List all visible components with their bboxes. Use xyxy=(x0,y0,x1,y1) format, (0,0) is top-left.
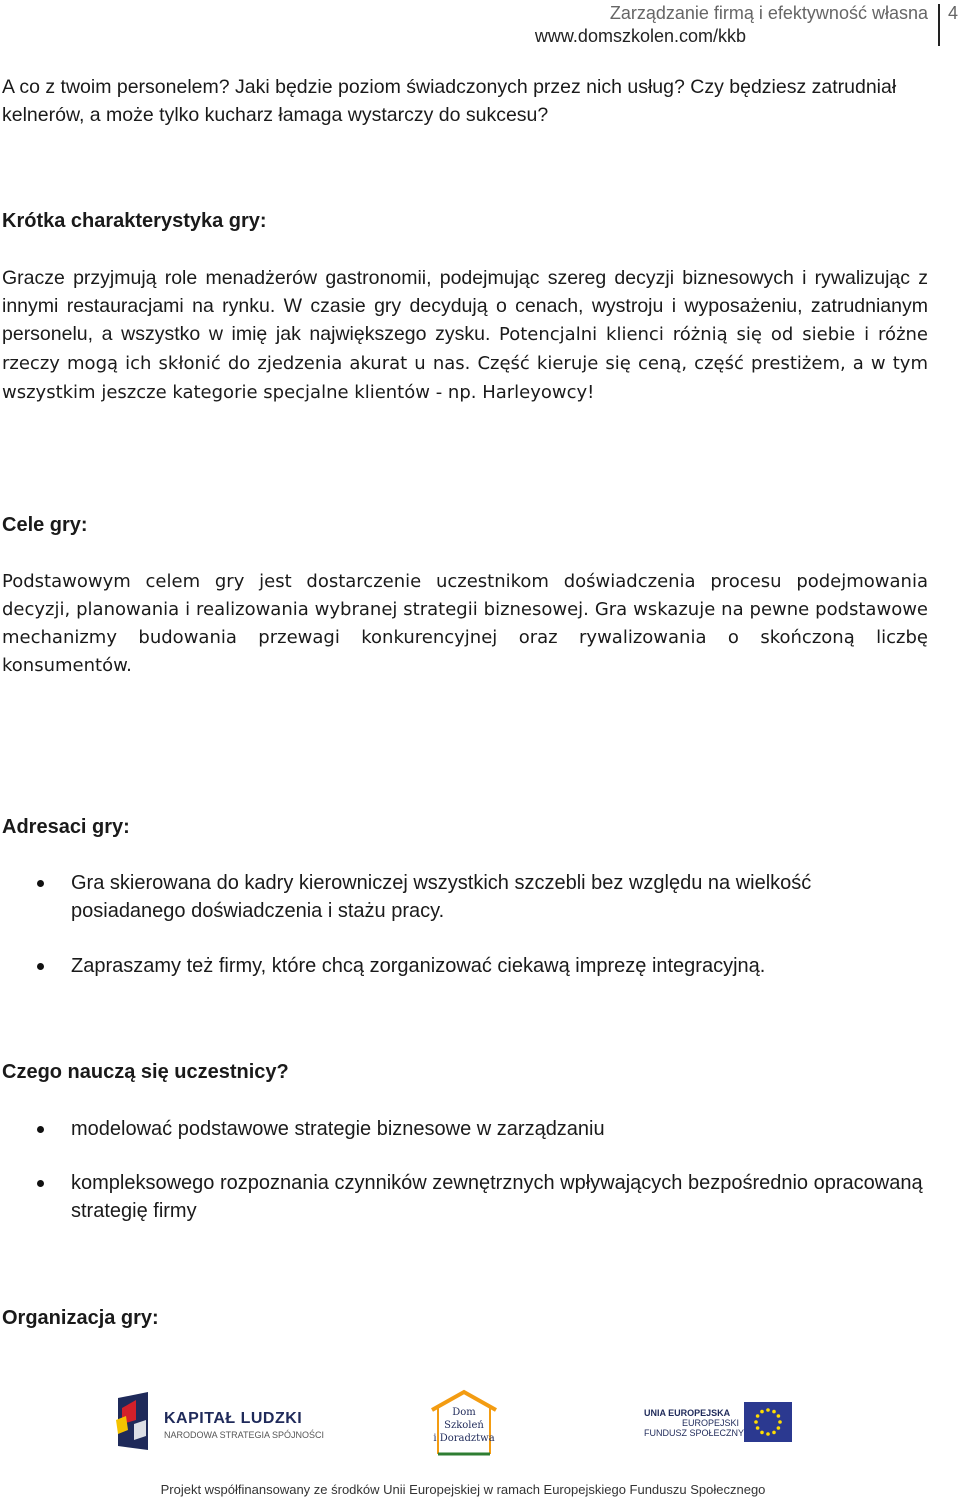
eu-flag-icon xyxy=(744,1402,792,1442)
dom-line-3: i Doradztwa xyxy=(433,1433,495,1444)
kapital-ludzki-logo xyxy=(112,1390,325,1454)
eu-line-2: EUROPEJSKI xyxy=(682,1418,740,1428)
audience-item-text: Zapraszamy też firmy, które chcą zorganizować ciekawą imprezę integracyjną. xyxy=(71,955,766,977)
page-footer xyxy=(0,1380,960,1499)
heading-learning: Czego nauczą się uczestnicy? xyxy=(2,1061,289,1083)
heading-characteristics: Krótka charakterystyka gry: xyxy=(2,210,267,232)
kapital-ludzki-emblem-icon xyxy=(112,1390,158,1454)
header-divider xyxy=(938,4,940,46)
kapital-ludzki-title: KAPITAŁ LUDZKI xyxy=(164,1410,303,1427)
list-item xyxy=(2,1115,928,1143)
dom-line-1: Dom xyxy=(452,1407,476,1418)
header-title: Zarządzanie firmą i efektywność własna xyxy=(609,3,928,23)
goals-paragraph: Podstawowym celem gry jest dostarczenie uczestnikom doświadczenia procesu podejmowania decyzji, planowania i realizowania wybranej strategii biznesowej. Gra wskazuje na pewne podstawowe mechanizmy budowania przewagi konkurencyjnej oraz rywalizowania o skończoną liczbę konsumentów. xyxy=(2,571,928,676)
audience-item-text: Gra skierowana do kadry kierowniczej wszystkich szczebli bez względu na wielkość posiadanego doświadczenia i stażu pracy. xyxy=(71,872,812,922)
bullet-icon xyxy=(37,963,44,970)
dom-szkolen-logo xyxy=(426,1388,502,1458)
kapital-ludzki-subtitle: NARODOWA STRATEGIA SPÓJNOŚCI xyxy=(164,1430,325,1440)
dom-szkolen-text xyxy=(426,1406,502,1445)
learning-list xyxy=(2,1115,928,1225)
heading-organization: Organizacja gry: xyxy=(2,1307,159,1329)
header-url: www.domszkolen.com/kkb xyxy=(534,26,746,46)
list-item xyxy=(2,869,928,925)
characteristics-text-a: Gracze przyjmują role menadżerów gastronomii, podejmując szereg decyzji biznesowych i rywalizując z innymi restauracjami na rynku. W czasie gry decydują o cenach, wystroju i wyposażeniu, zatrudnianym personelu, a wszystko w imię jak największego zysku. xyxy=(2,267,928,345)
eu-line-3: FUNDUSZ SPOŁECZNY xyxy=(644,1428,745,1438)
list-item xyxy=(2,952,928,980)
cofinancing-note: Projekt współfinansowany ze środków Unii Europejskiej w ramach Europejskiego Funduszu Społecznego xyxy=(160,1482,766,1497)
bullet-icon xyxy=(37,880,44,887)
bullet-icon xyxy=(37,1126,44,1133)
eu-social-fund-logo xyxy=(644,1400,794,1444)
audience-list xyxy=(2,869,928,980)
heading-audience: Adresaci gry: xyxy=(2,816,130,838)
learning-item-text: modelować podstawowe strategie biznesowe w zarządzaniu xyxy=(71,1118,605,1140)
page-number: 4 xyxy=(948,3,959,23)
characteristics-paragraph xyxy=(2,264,928,407)
heading-goals: Cele gry: xyxy=(2,514,88,536)
eu-line-1: UNIA EUROPEJSKA xyxy=(644,1408,731,1418)
page-header xyxy=(0,0,960,50)
learning-item-text: kompleksowego rozpoznania czynników zewnętrznych wpływających bezpośrednio opracowaną strategię firmy xyxy=(71,1172,923,1222)
bullet-icon xyxy=(37,1180,44,1187)
characteristics-text-b: Potencjalni klienci różnią się od siebie i różne rzeczy mogą ich skłonić do zjedzenia akurat u nas. Część kieruje się ceną, część prestiżem, a w tym wszystkim jeszcze kategorie specjalne klientów - np. Harleyowcy! xyxy=(2,324,929,403)
intro-paragraph: A co z twoim personelem? Jaki będzie poziom świadczonych przez nich usług? Czy będziesz zatrudniał kelnerów, a może tylko kucharz łamaga wystarczy do sukcesu? xyxy=(2,76,897,126)
list-item xyxy=(2,1169,928,1225)
dom-line-2: Szkoleń xyxy=(444,1420,484,1431)
